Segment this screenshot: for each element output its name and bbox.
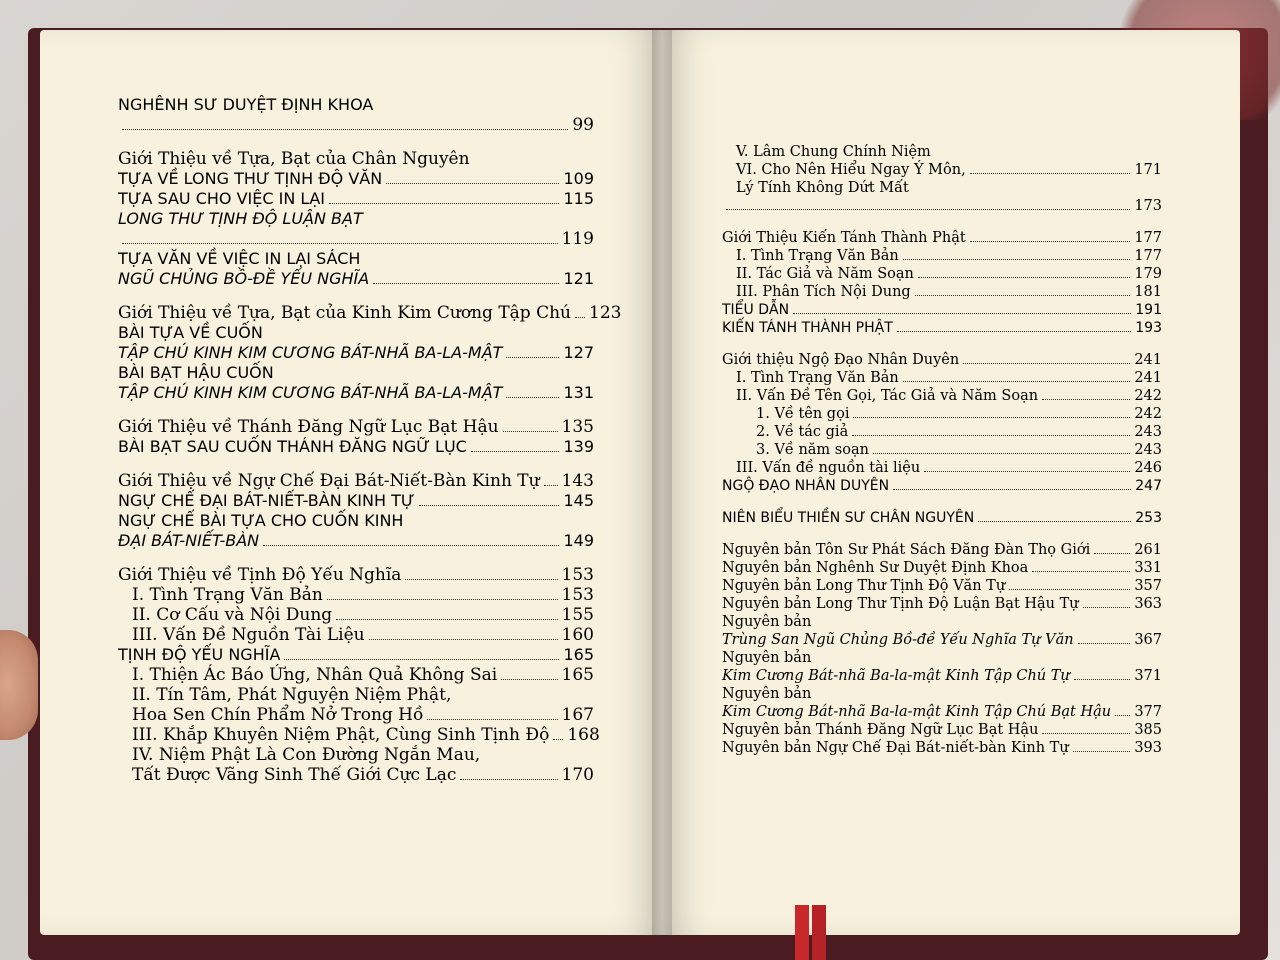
toc-leader-dots bbox=[963, 363, 1130, 364]
toc-page-number: 173 bbox=[1134, 198, 1162, 214]
toc-leader-dots bbox=[918, 277, 1130, 278]
toc-entry-title: TỊNH ĐỘ YẾU NGHĨA bbox=[118, 645, 281, 664]
toc-leader-dots bbox=[978, 521, 1131, 522]
toc-leader-dots bbox=[1073, 751, 1131, 752]
toc-leader-dots bbox=[405, 579, 557, 580]
toc-leader-dots bbox=[553, 739, 563, 740]
toc-leader-dots bbox=[336, 619, 557, 620]
toc-entry bbox=[722, 631, 1162, 649]
toc-leader-dots bbox=[122, 129, 568, 130]
toc-entry-title: NGỰ CHẾ ĐẠI BÁT-NIẾT-BÀN KINH TỰ bbox=[118, 491, 415, 510]
toc-entry-title: II. Tín Tâm, Phát Nguyện Niệm Phật, bbox=[132, 685, 452, 705]
toc-leader-dots bbox=[1078, 643, 1131, 644]
toc-leader-dots bbox=[1009, 589, 1130, 590]
toc-entry-title: Kim Cương Bát-nhã Ba-la-mật Kinh Tập Chú Bạt Hậu bbox=[722, 704, 1112, 720]
toc-page-number: 377 bbox=[1134, 704, 1162, 720]
thumb bbox=[0, 630, 38, 740]
toc-entry-title: I. Tình Trạng Văn Bản bbox=[736, 248, 899, 264]
toc-entry bbox=[118, 685, 594, 705]
toc-entry bbox=[118, 625, 594, 645]
toc-leader-dots bbox=[970, 173, 1131, 174]
toc-page-number: 247 bbox=[1135, 478, 1162, 494]
toc-entry-title: ĐẠI BÁT-NIẾT-BÀN bbox=[118, 531, 260, 550]
toc-entry-title: Giới Thiệu Kiến Tánh Thành Phật bbox=[722, 230, 966, 246]
toc-entry-title: I. Tình Trạng Văn Bản bbox=[132, 585, 323, 605]
toc-leader-dots bbox=[460, 779, 557, 780]
toc-entry bbox=[722, 229, 1162, 247]
toc-page-number: 168 bbox=[567, 725, 600, 745]
ribbon-bookmark bbox=[795, 905, 809, 960]
toc-page-number: 155 bbox=[561, 605, 594, 625]
toc-entry bbox=[118, 725, 600, 745]
toc-page-number: 143 bbox=[561, 471, 594, 491]
toc-entry-title: Hoa Sen Chín Phẩm Nở Trong Hồ bbox=[132, 705, 424, 725]
toc-page-number: 131 bbox=[563, 383, 594, 402]
toc-entry-title: TỰA VĂN VỀ VIỆC IN LẠI SÁCH bbox=[118, 249, 361, 268]
toc-page-number: 165 bbox=[561, 665, 594, 685]
toc-entry bbox=[722, 283, 1162, 301]
toc-leader-dots bbox=[903, 381, 1131, 382]
toc-entry bbox=[722, 559, 1162, 577]
toc-entry bbox=[118, 765, 594, 785]
toc-leader-dots bbox=[327, 599, 558, 600]
toc-leader-dots bbox=[501, 679, 557, 680]
toc-spacer bbox=[118, 289, 594, 303]
toc-entry-title: Trùng San Ngũ Chủng Bồ-đề Yếu Nghĩa Tự Văn bbox=[722, 632, 1074, 648]
toc-entry bbox=[722, 405, 1162, 423]
toc-entry-title: II. Vấn Đề Tên Gọi, Tác Giả và Năm Soạn bbox=[736, 388, 1039, 404]
toc-entry-title: Nguyên bản bbox=[722, 650, 812, 666]
toc-spacer bbox=[118, 135, 594, 149]
toc-entry bbox=[118, 229, 594, 249]
toc-entry bbox=[722, 143, 1162, 161]
toc-page-number: 177 bbox=[1134, 248, 1162, 264]
toc-page-number: 181 bbox=[1134, 284, 1162, 300]
toc-leader-dots bbox=[1115, 715, 1130, 716]
toc-entry bbox=[722, 459, 1162, 477]
toc-spacer bbox=[118, 551, 594, 565]
toc-entry bbox=[722, 739, 1162, 757]
toc-page-number: 149 bbox=[563, 531, 594, 550]
toc-entry bbox=[722, 577, 1162, 595]
toc-entry-title: NGỰ CHẾ BÀI TỰA CHO CUỐN KINH bbox=[118, 511, 404, 530]
toc-entry bbox=[118, 437, 594, 457]
toc-page-number: 357 bbox=[1134, 578, 1162, 594]
toc-entry-title: Giới Thiệu về Tựa, Bạt của Kinh Kim Cương Tập Chú bbox=[118, 303, 571, 323]
toc-leader-dots bbox=[852, 435, 1130, 436]
toc-leader-dots bbox=[1032, 571, 1130, 572]
toc-page-number: 367 bbox=[1134, 632, 1162, 648]
toc-entry-title: Nguyên bản Nghênh Sư Duyệt Định Khoa bbox=[722, 560, 1029, 576]
toc-leader-dots bbox=[471, 451, 560, 452]
toc-page-number: 135 bbox=[561, 417, 594, 437]
toc-entry bbox=[722, 301, 1162, 319]
toc-page-number: 153 bbox=[561, 565, 594, 585]
toc-page-number: 99 bbox=[572, 115, 594, 135]
toc-entry-title: Nguyên bản bbox=[722, 686, 812, 702]
toc-page-number: 393 bbox=[1134, 740, 1162, 756]
toc-page-number: 246 bbox=[1134, 460, 1162, 476]
toc-page-number: 139 bbox=[563, 437, 594, 456]
toc-page-number: 242 bbox=[1134, 388, 1162, 404]
toc-entry bbox=[722, 265, 1162, 283]
toc-entry bbox=[722, 667, 1162, 685]
toc-entry bbox=[722, 685, 1162, 703]
toc-entry bbox=[118, 705, 594, 725]
toc-entry bbox=[722, 477, 1162, 495]
toc-page-number: 167 bbox=[561, 705, 594, 725]
toc-entry bbox=[118, 209, 594, 229]
toc-entry-title: Giới Thiệu về Thánh Đăng Ngữ Lục Bạt Hậu bbox=[118, 417, 499, 437]
toc-entry-title: III. Phân Tích Nội Dung bbox=[736, 284, 911, 300]
toc-entry bbox=[118, 303, 622, 323]
toc-entry bbox=[722, 351, 1162, 369]
toc-page-number: 123 bbox=[589, 303, 622, 323]
toc-entry bbox=[722, 703, 1162, 721]
toc-leader-dots bbox=[373, 283, 559, 284]
toc-entry-title: TIỂU DẪN bbox=[722, 302, 790, 318]
toc-page-number: 170 bbox=[561, 765, 594, 785]
toc-entry-title: III. Vấn đề nguồn tài liệu bbox=[736, 460, 921, 476]
toc-page-number: 385 bbox=[1134, 722, 1162, 738]
toc-page-number: 145 bbox=[563, 491, 594, 510]
toc-entry bbox=[118, 249, 594, 269]
toc-page-number: 253 bbox=[1135, 510, 1162, 526]
toc-spacer bbox=[722, 215, 1162, 229]
toc-entry bbox=[118, 189, 594, 209]
toc-leader-dots bbox=[893, 489, 1131, 490]
toc-entry-title: BÀI BẠT HẬU CUỐN bbox=[118, 363, 274, 382]
toc-entry-title: NGHÊNH SƯ DUYỆT ĐỊNH KHOA bbox=[118, 95, 374, 114]
toc-page-number: 331 bbox=[1134, 560, 1162, 576]
ribbon-bookmark bbox=[812, 905, 826, 960]
toc-entry bbox=[118, 511, 594, 531]
toc-entry-title: LONG THƯ TỊNH ĐỘ LUẬN BẠT bbox=[118, 209, 363, 228]
toc-entry-title: II. Tác Giả và Năm Soạn bbox=[736, 266, 914, 282]
toc-entry bbox=[722, 197, 1162, 215]
toc-entry bbox=[118, 417, 594, 437]
toc-leader-dots bbox=[263, 545, 559, 546]
toc-spacer bbox=[118, 403, 594, 417]
toc-entry bbox=[722, 161, 1162, 179]
toc-leader-dots bbox=[329, 203, 559, 204]
toc-entry bbox=[118, 645, 594, 665]
toc-entry-title: NGỘ ĐẠO NHÂN DUYÊN bbox=[722, 478, 890, 494]
toc-entry bbox=[118, 323, 594, 343]
toc-page-number: 363 bbox=[1134, 596, 1162, 612]
toc-entry-title: Giới Thiệu về Ngự Chế Đại Bát-Niết-Bàn Kinh Tự bbox=[118, 471, 540, 491]
toc-entry-title: Giới Thiệu về Tịnh Độ Yếu Nghĩa bbox=[118, 565, 402, 585]
toc-entry-title: 1. Về tên gọi bbox=[756, 406, 850, 422]
toc-entry-title: 2. Về tác giả bbox=[756, 424, 849, 440]
toc-page-number: 177 bbox=[1134, 230, 1162, 246]
toc-leader-dots bbox=[544, 485, 558, 486]
toc-entry-title: Giới Thiệu về Tựa, Bạt của Chân Nguyên bbox=[118, 149, 470, 169]
toc-leader-dots bbox=[427, 719, 557, 720]
toc-leader-dots bbox=[897, 331, 1131, 332]
toc-leader-dots bbox=[915, 295, 1131, 296]
toc-entry-title: I. Tình Trạng Văn Bản bbox=[736, 370, 899, 386]
toc-entry bbox=[722, 613, 1162, 631]
toc-leader-dots bbox=[1074, 679, 1131, 680]
toc-entry-title: BÀI TỰA VỀ CUỐN bbox=[118, 323, 263, 342]
toc-entry-title: Giới thiệu Ngộ Đạo Nhân Duyên bbox=[722, 352, 960, 368]
toc-page-number: 241 bbox=[1134, 352, 1162, 368]
toc-entry-title: Kim Cương Bát-nhã Ba-la-mật Kinh Tập Chú Tự bbox=[722, 668, 1070, 684]
toc-leader-dots bbox=[575, 317, 585, 318]
toc-entry bbox=[118, 343, 594, 363]
toc-page-number: 261 bbox=[1134, 542, 1162, 558]
toc-entry-title: KIẾN TÁNH THÀNH PHẬT bbox=[722, 320, 893, 336]
toc-entry-title: IV. Niệm Phật Là Con Đường Ngắn Mau, bbox=[132, 745, 481, 765]
toc-spacer bbox=[722, 337, 1162, 351]
toc-spacer bbox=[722, 527, 1162, 541]
toc-page-number: 371 bbox=[1134, 668, 1162, 684]
toc-leader-dots bbox=[369, 639, 558, 640]
toc-left bbox=[118, 95, 622, 785]
toc-entry-title: III. Vấn Đề Nguồn Tài Liệu bbox=[132, 625, 365, 645]
toc-leader-dots bbox=[122, 243, 558, 244]
toc-spacer bbox=[722, 495, 1162, 509]
toc-entry-title: V. Lâm Chung Chính Niệm bbox=[736, 144, 931, 160]
toc-leader-dots bbox=[1042, 399, 1130, 400]
toc-entry bbox=[722, 423, 1162, 441]
toc-page-number: 193 bbox=[1135, 320, 1162, 336]
toc-entry-title: I. Thiện Ác Báo Ứng, Nhân Quả Không Sai bbox=[132, 665, 498, 685]
toc-entry-title: Nguyên bản Tôn Sư Phát Sách Đăng Đàn Thọ Giới bbox=[722, 542, 1091, 558]
toc-leader-dots bbox=[793, 313, 1131, 314]
toc-entry bbox=[722, 649, 1162, 667]
toc-entry bbox=[118, 531, 594, 551]
toc-entry bbox=[722, 179, 1162, 197]
toc-leader-dots bbox=[853, 417, 1130, 418]
toc-entry bbox=[722, 541, 1162, 559]
toc-page-number: 160 bbox=[561, 625, 594, 645]
toc-page-number: 119 bbox=[561, 229, 594, 249]
toc-entry-title: TẬP CHÚ KINH KIM CƯƠNG BÁT-NHÃ BA-LA-MẬT bbox=[118, 383, 503, 402]
toc-entry-title: II. Cơ Cấu và Nội Dung bbox=[132, 605, 333, 625]
toc-entry-title: Nguyên bản Ngự Chế Đại Bát-niết-bàn Kinh Tự bbox=[722, 740, 1069, 756]
toc-page-number: 243 bbox=[1134, 424, 1162, 440]
toc-entry-title: NIÊN BIỂU THIỀN SƯ CHÂN NGUYÊN bbox=[722, 510, 975, 526]
toc-page-number: 127 bbox=[563, 343, 594, 362]
toc-leader-dots bbox=[1042, 733, 1130, 734]
toc-entry-title: Tất Được Vãng Sinh Thế Giới Cực Lạc bbox=[132, 765, 457, 785]
toc-page-number: 179 bbox=[1134, 266, 1162, 282]
toc-entry bbox=[118, 95, 594, 115]
toc-entry bbox=[722, 369, 1162, 387]
toc-entry-title: BÀI BẠT SAU CUỐN THÁNH ĐĂNG NGỮ LỤC bbox=[118, 437, 467, 456]
toc-entry bbox=[118, 169, 594, 189]
toc-entry-title: VI. Cho Nên Hiểu Ngay Ý Môn, bbox=[736, 162, 966, 178]
toc-entry-title: NGŨ CHỦNG BỒ-ĐỀ YẾU NGHĨA bbox=[118, 269, 370, 288]
toc-entry bbox=[118, 491, 594, 511]
toc-leader-dots bbox=[873, 453, 1130, 454]
toc-leader-dots bbox=[386, 183, 559, 184]
toc-entry-title: Nguyên bản Thánh Đăng Ngữ Lục Bạt Hậu bbox=[722, 722, 1039, 738]
toc-page-number: 165 bbox=[563, 645, 594, 664]
toc-entry bbox=[118, 585, 594, 605]
toc-entry bbox=[722, 387, 1162, 405]
book-gutter bbox=[652, 30, 672, 935]
toc-spacer bbox=[118, 457, 594, 471]
toc-entry bbox=[118, 565, 594, 585]
toc-leader-dots bbox=[506, 397, 559, 398]
toc-page-number: 191 bbox=[1135, 302, 1162, 318]
toc-entry-title: III. Khắp Khuyên Niệm Phật, Cùng Sinh Tịnh Độ bbox=[132, 725, 550, 745]
toc-entry-title: TỰA VỀ LONG THƯ TỊNH ĐỘ VĂN bbox=[118, 169, 383, 188]
toc-entry bbox=[118, 149, 594, 169]
toc-entry bbox=[722, 509, 1162, 527]
toc-page-number: 153 bbox=[561, 585, 594, 605]
toc-entry bbox=[722, 247, 1162, 265]
toc-page-number: 121 bbox=[563, 269, 594, 288]
toc-entry bbox=[722, 319, 1162, 337]
toc-entry-title: 3. Về năm soạn bbox=[756, 442, 869, 458]
toc-entry bbox=[118, 269, 594, 289]
toc-entry bbox=[722, 441, 1162, 459]
toc-page-number: 109 bbox=[563, 169, 594, 188]
toc-entry bbox=[722, 721, 1162, 739]
toc-page-number: 243 bbox=[1134, 442, 1162, 458]
toc-entry-title: TẬP CHÚ KINH KIM CƯƠNG BÁT-NHÃ BA-LA-MẬT bbox=[118, 343, 503, 362]
toc-leader-dots bbox=[284, 659, 559, 660]
toc-page-number: 242 bbox=[1134, 406, 1162, 422]
toc-entry-title: Nguyên bản bbox=[722, 614, 812, 630]
toc-leader-dots bbox=[1083, 607, 1131, 608]
toc-leader-dots bbox=[924, 471, 1130, 472]
toc-leader-dots bbox=[970, 241, 1131, 242]
toc-leader-dots bbox=[503, 431, 558, 432]
toc-leader-dots bbox=[726, 209, 1130, 210]
toc-right bbox=[722, 143, 1162, 757]
toc-entry-title: Nguyên bản Long Thư Tịnh Độ Luận Bạt Hậu Tự bbox=[722, 596, 1079, 612]
toc-entry bbox=[118, 115, 594, 135]
toc-entry-title: TỰA SAU CHO VIỆC IN LẠI bbox=[118, 189, 325, 208]
toc-leader-dots bbox=[506, 357, 559, 358]
toc-leader-dots bbox=[903, 259, 1131, 260]
toc-entry bbox=[118, 363, 594, 383]
toc-entry bbox=[118, 383, 594, 403]
toc-entry bbox=[118, 605, 594, 625]
toc-entry bbox=[118, 471, 594, 491]
toc-entry bbox=[118, 745, 594, 765]
toc-page-number: 171 bbox=[1134, 162, 1162, 178]
toc-entry bbox=[722, 595, 1162, 613]
toc-entry bbox=[118, 665, 594, 685]
toc-entry-title: Nguyên bản Long Thư Tịnh Độ Văn Tự bbox=[722, 578, 1006, 594]
toc-leader-dots bbox=[419, 505, 560, 506]
toc-page-number: 241 bbox=[1134, 370, 1162, 386]
toc-leader-dots bbox=[1094, 553, 1130, 554]
toc-entry-title: Lý Tính Không Dứt Mất bbox=[736, 180, 909, 196]
toc-page-number: 115 bbox=[563, 189, 594, 208]
